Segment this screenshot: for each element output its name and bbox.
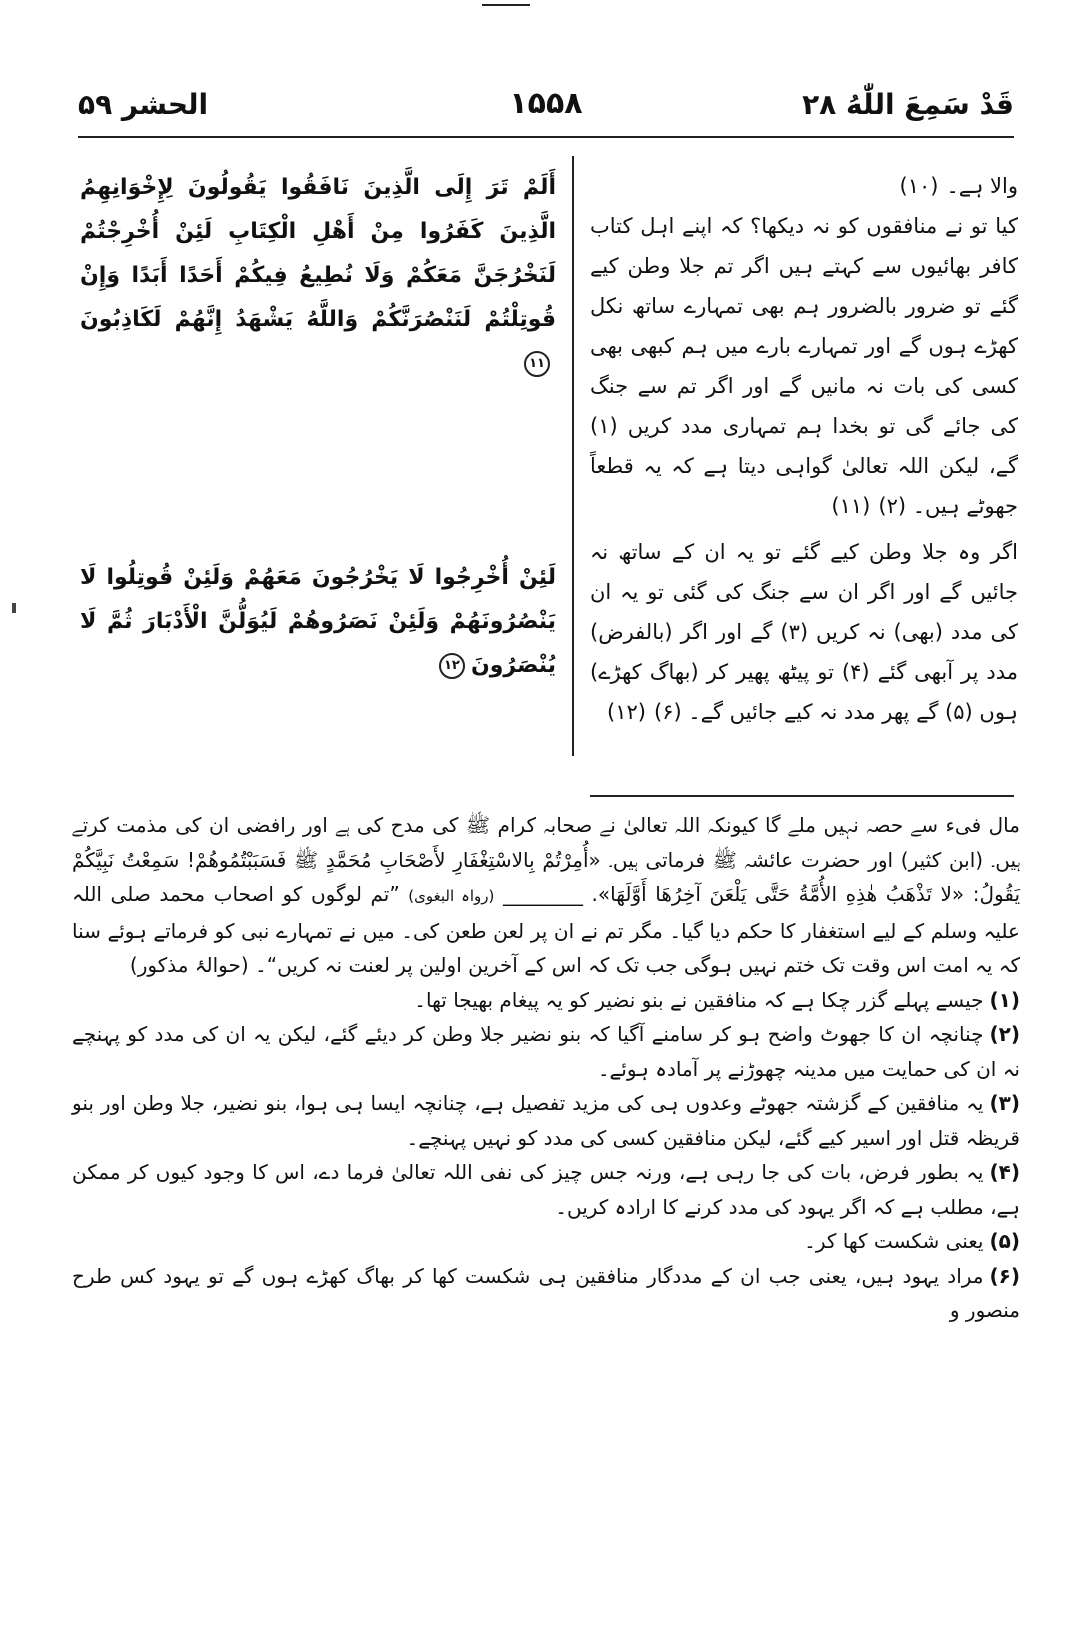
translation-continuation: والا ہے۔(۱۰) bbox=[590, 166, 1018, 206]
footnote-item: (۱)جیسے پہلے گزر چکا ہے کہ منافقین نے بنو نضیر کو یہ پیغام بھیجا تھا۔ bbox=[414, 987, 1020, 1012]
page-header bbox=[78, 82, 1014, 130]
page-number: ۱۵۵۸ bbox=[509, 86, 583, 121]
footnote-rule bbox=[590, 795, 1014, 797]
translation-column bbox=[590, 166, 1018, 732]
footnote-item: (۵)یعنی شکست کھا کر۔ bbox=[804, 1229, 1020, 1253]
translation-verse-11: کیا تو نے منافقوں کو نہ دیکھا؟ کہ اپنے اہل کتاب کافر بھائیوں سے کہتے ہیں اگر تم جلا وطن کیے گئے تو ضرور بالضرور ہم بھی تمہارے ساتھ نکل کھڑے ہوں گے اور تمہارے بارے میں ہم کبھی بھی کسی کی بات نہ مانیں گے اور اگر تم سے جنگ کی جائے گی تو بخدا ہم تمہاری مدد کریں (۱) گے، لیکن اللہ تعالیٰ گواہی دیتا ہے کہ یہ قطعاً جھوٹے ہیں۔ (۲)(۱۱) bbox=[590, 206, 1018, 526]
column-divider bbox=[572, 156, 574, 756]
footnote-item: (۶)مراد یہود ہیں، یعنی جب ان کے مددگار منافقین ہی شکست کھا کر بھاگ کھڑے ہوں گے تو یہود کس طرح منصور و bbox=[72, 1263, 1020, 1322]
arabic-verse-12: لَئِنْ أُخْرِجُوا لَا يَخْرُجُونَ مَعَهُمْ وَلَئِنْ قُوتِلُوا لَا يَنْصُرُونَهُمْ وَلَئِنْ نَصَرُوهُمْ لَيُوَلُّنَّ الْأَدْبَارَ ثُمَّ لَا يُنْصَرُونَ١٢ bbox=[80, 565, 556, 678]
footnote-intro: مال فیء سے حصہ نہیں ملے گا کیونکہ اللہ تعالیٰ نے صحابہ کرام ﷺ کی مدح کی ہے اور رافضی ان کی مذمت کرتے ہیں۔ (ابن کثیر) اور حضرت عائشہ ﷺ فرماتی ہیں۔ «أُمِرْتُمْ بِالاسْتِغْفَارِ لأَصْحَابِ مُحَمَّدٍ ﷺ فَسَبَبْتُمُوهُمْ! سَمِعْتُ نَبِيَّكُمْ يَقُولُ: «لا تَذْهَبُ هٰذِهِ الأُمَّةُ حَتَّى يَلْعَنَ آخِرُهَا أَوَّلَهَا». ________ (رواہ البغوی) ”تم لوگوں کو اصحاب محمد صلی اللہ علیہ وسلم کے لیے استغفار کا حکم دیا گیا۔ مگر تم نے ان پر لعن طعن کی۔ میں نے تمہارے نبی کو فرماتے ہوئے سنا کہ یہ امت اس وقت تک ختم نہیں ہوگی جب تک کہ اس کے آخرین اولین پر لعنت نہ کریں“۔ (حوالۂ مذکور) bbox=[72, 813, 1021, 977]
translation-verse-12: اگر وہ جلا وطن کیے گئے تو یہ ان کے ساتھ نہ جائیں گے اور اگر ان سے جنگ کی گئی تو یہ ان کی مدد (بھی) نہ کریں (۳) گے اور اگر (بالفرض) مدد پر آبھی گئے (۴) تو پیٹھ پھیر کر (بھاگ کھڑے) ہوں (۵) گے پھر مدد نہ کیے جائیں گے۔ (۶)(۱۲) bbox=[590, 532, 1018, 732]
verse-number: (۱۰) bbox=[899, 174, 939, 198]
footnote-item: (۲)چنانچہ ان کا جھوٹ واضح ہو کر سامنے آگیا کہ بنو نضیر جلا وطن کر دیئے گئے، لیکن یہ ان کی مدد کو پہنچے نہ ان کی حمایت میں مدینہ چھوڑنے پر آمادہ ہوئے۔ bbox=[72, 1022, 1020, 1081]
surah-title: الحشر ۵۹ bbox=[78, 88, 209, 121]
footnote-item: (۳)یہ منافقین کے گزشتہ جھوٹے وعدوں ہی کی مزید تفصیل ہے، چنانچہ ایسا ہی ہوا، بنو نضیر، جلا وطن اور بنو قریظہ قتل اور اسیر کیے گئے، لیکن منافقین کسی کی مدد کو نہیں پہنچے۔ bbox=[72, 1091, 1020, 1150]
verse-number: (۱۱) bbox=[831, 494, 871, 518]
verse-marker: ١١ bbox=[524, 351, 550, 377]
verse-number: (۱۲) bbox=[607, 700, 646, 724]
top-mark bbox=[482, 4, 530, 6]
header-rule bbox=[78, 136, 1014, 138]
footnote-item: (۴)یہ بطور فرض، بات کی جا رہی ہے، ورنہ جس چیز کی نفی اللہ تعالیٰ فرما دے، اس کا وجود کیوں کر ممکن ہے، مطلب ہے کہ اگر یہود کی مدد کرنے کا ارادہ کریں۔ bbox=[72, 1160, 1020, 1219]
footnotes bbox=[72, 808, 1020, 1328]
juz-title: قَدْ سَمِعَ اللّٰهُ ۲۸ bbox=[802, 88, 1014, 121]
verse-marker: ١٢ bbox=[439, 653, 465, 679]
margin-mark bbox=[12, 603, 16, 613]
arabic-verse-11: أَلَمْ تَرَ إِلَى الَّذِينَ نَافَقُوا يَقُولُونَ لِإِخْوَانِهِمُ الَّذِينَ كَفَرُوا مِنْ أَهْلِ الْكِتَابِ لَئِنْ أُخْرِجْتُمْ لَنَخْرُجَنَّ مَعَكُمْ وَلَا نُطِيعُ فِيكُمْ أَحَدًا أَبَدًا وَإِنْ قُوتِلْتُمْ لَنَنْصُرَنَّكُمْ وَاللَّهُ يَشْهَدُ إِنَّهُمْ لَكَاذِبُونَ١١ bbox=[80, 166, 556, 386]
arabic-column bbox=[80, 166, 556, 678]
